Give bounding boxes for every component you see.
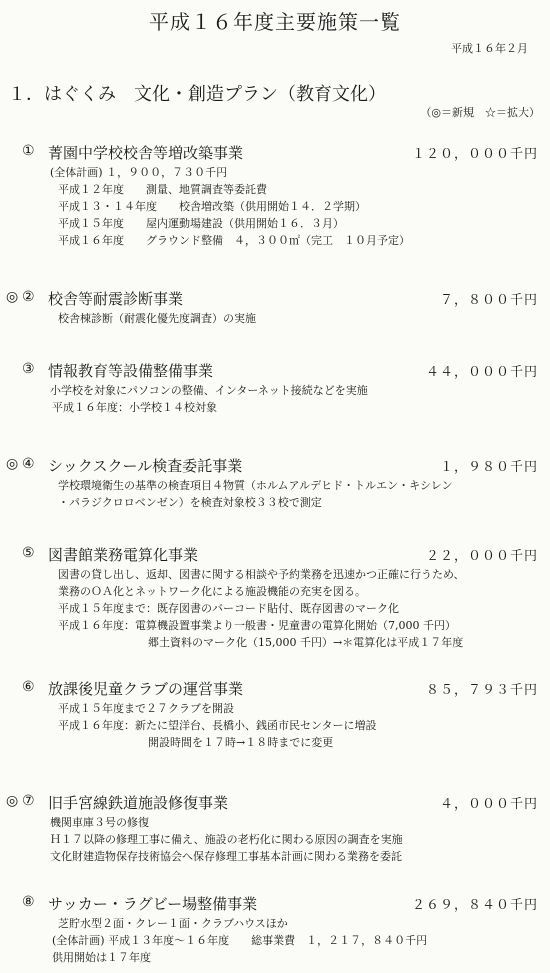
new-mark: ◎ — [6, 456, 19, 472]
item-number: ③ — [22, 361, 35, 377]
item-detail-line: 図書の貸し出し、返却、図書に関する相談や予約業務を迅速かつ正確に行うため、 — [58, 568, 465, 581]
item-detail-line: 郷土資料のマーク化（15,000 千円）→＊電算化は平成１７年度 — [148, 636, 464, 649]
section-heading: １．はぐくみ 文化・創造プラン（教育文化） — [8, 84, 386, 105]
item-amount: ４，０００千円 — [439, 797, 538, 812]
item-amount: １，９８０千円 — [439, 460, 538, 475]
item-detail-line: 平成１５年度 屋内運動場建設（供用開始１６．３月） — [58, 217, 344, 230]
item-detail-line: (全体計画) 平成１３年度～１６年度 総事業費 １，２１７，８４０千円 — [52, 934, 428, 947]
program-item — [0, 142, 550, 249]
item-detail-line: 学校環境衛生の基準の検査項目４物質（ホルムアルデヒド・トルエン・キシレン — [58, 479, 453, 492]
item-detail-line: 平成１６年度：小学校１４校対象 — [52, 401, 217, 414]
item-detail-line: 芝貯水型２面・クレー１面・クラブハウスほか — [58, 917, 288, 930]
item-detail-line: ・パラジクロロベンゼン）を検査対象校３３校で測定 — [58, 496, 322, 509]
item-header — [0, 792, 550, 814]
program-item — [0, 455, 550, 511]
item-amount: ２６９，８４０千円 — [411, 898, 538, 913]
program-item — [0, 792, 550, 865]
item-number: ⑤ — [22, 545, 35, 561]
legend-note: （◎＝新規 ☆＝拡大） — [420, 106, 540, 119]
item-amount: １２０，０００千円 — [411, 147, 538, 162]
item-detail-line: 供用開始は１７年度 — [52, 951, 151, 964]
item-number: ⑧ — [22, 894, 35, 910]
item-detail-line: (全体計画) １，９００，７３０千円 — [50, 166, 228, 179]
new-mark: ◎ — [6, 289, 19, 305]
program-item — [0, 678, 550, 751]
item-amount: ７，８００千円 — [439, 293, 538, 308]
item-amount: ４４，０００千円 — [425, 365, 538, 380]
new-mark: ◎ — [6, 793, 19, 809]
item-detail-line: 文化財建造物保存技術協会へ保存修理工事基本計画に関わる業務を委託 — [50, 850, 402, 863]
item-header — [0, 142, 550, 164]
program-item — [0, 360, 550, 416]
item-number: ① — [22, 143, 35, 159]
item-title: 図書館業務電算化事業 — [48, 546, 199, 564]
page-title: 平成１６年度主要施策一覧 — [149, 10, 401, 34]
item-detail-line: 小学校を対象にパソコンの整備、インターネット接続などを実施 — [50, 384, 368, 397]
item-title: 旧手宮線鉄道施設修復事業 — [48, 794, 229, 812]
item-detail-line: 開設時間を１７時→１８時までに変更 — [148, 736, 334, 749]
item-detail-line: 業務のＯＡ化とネットワーク化による施設機能の充実を図る。 — [58, 585, 366, 598]
item-amount: ２２，０００千円 — [425, 549, 538, 564]
item-amount: ８５，７９３千円 — [425, 683, 538, 698]
item-header — [0, 893, 550, 915]
program-item — [0, 893, 550, 966]
document-date: 平成１６年２月 — [451, 42, 528, 55]
item-number: ④ — [22, 456, 35, 472]
item-detail-line: 平成１５年度まで２７クラブを開設 — [58, 702, 234, 715]
item-detail-line: 平成１２年度 測量、地質調査等委託費 — [58, 183, 267, 196]
item-header — [0, 360, 550, 382]
item-number: ② — [22, 289, 35, 305]
item-detail-line: Ｈ１７以降の修理工事に備え、施設の老朽化に関わる原因の調査を実施 — [50, 833, 403, 846]
item-detail-line: 平成１６年度：新たに望洋台、長橋小、銭函市民センターに増設 — [58, 719, 377, 732]
item-title: サッカー・ラグビー場整備事業 — [48, 895, 258, 913]
item-title: 校舎等耐震診断事業 — [48, 290, 184, 308]
item-detail-line: 平成１３・１４年度 校舎増改築（供用開始１４．２学期） — [58, 200, 366, 213]
program-item — [0, 288, 550, 327]
item-detail-line: 機関車庫３号の修復 — [50, 816, 149, 829]
item-header — [0, 288, 550, 310]
item-header — [0, 455, 550, 477]
item-title: 菁園中学校校舎等増改築事業 — [48, 144, 244, 162]
item-header — [0, 678, 550, 700]
item-title: 放課後児童クラブの運営事業 — [48, 680, 244, 698]
item-detail-line: 平成１６年度 グラウンド整備 ４，３００㎡（完工 １０月予定） — [58, 234, 410, 247]
item-detail-line: 校舎棟診断（耐震化優先度調査）の実施 — [58, 312, 256, 325]
item-number: ⑦ — [22, 793, 35, 809]
item-number: ⑥ — [22, 679, 35, 695]
item-detail-line: 平成１６年度：電算機設置事業より一般書・児童書の電算化開始（7,000 千円） — [58, 619, 456, 632]
program-item — [0, 544, 550, 651]
item-detail-line: 平成１５年度まで：既存図書のバーコード貼付、既存図書のマーク化 — [58, 602, 399, 615]
item-title: 情報教育等設備整備事業 — [48, 362, 214, 380]
item-header — [0, 544, 550, 566]
item-title: シックスクール検査委託事業 — [48, 457, 243, 475]
